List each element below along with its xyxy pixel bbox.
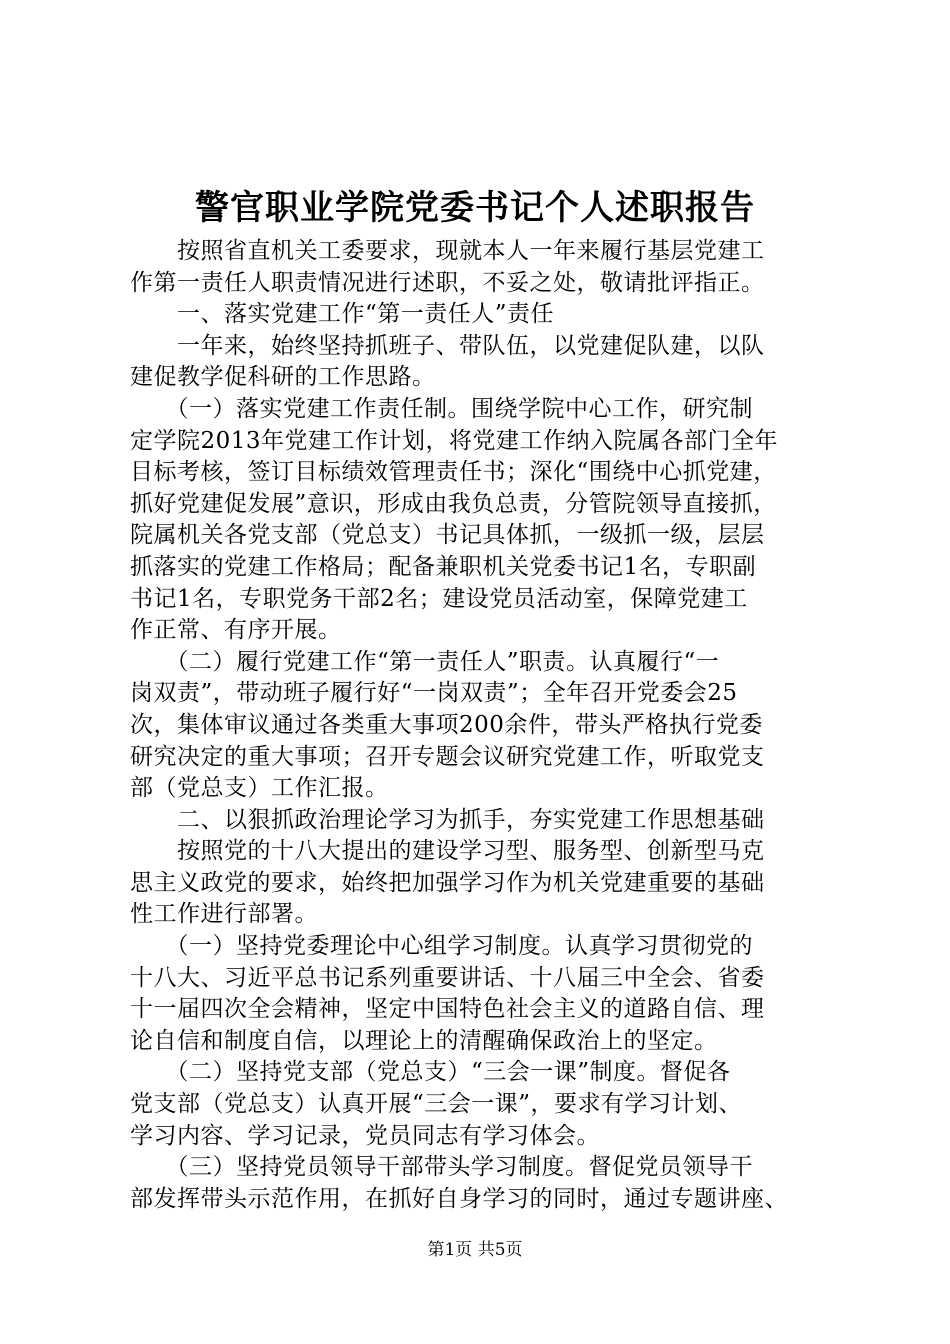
- body-line: 次，集体审议通过各类重大事项200余件，带头严格执行党委: [130, 711, 763, 738]
- body-line: 抓好党建促发展”意识，形成由我负总责，分管院领导直接抓，: [130, 490, 777, 517]
- body-line: （一）落实党建工作责任制。围绕学院中心工作，研究制: [130, 395, 753, 422]
- body-line: （一）坚持党委理论中心组学习制度。认真学习贯彻党的: [130, 933, 753, 960]
- body-line: 论自信和制度自信，以理论上的清醒确保政治上的坚定。: [130, 1027, 718, 1054]
- body-line: 二、以狠抓政治理论学习为抓手，夯实党建工作思想基础: [130, 806, 765, 833]
- body-line: 研究决定的重大事项；召开专题会议研究党建工作，听取党支: [130, 743, 765, 770]
- body-line: 部发挥带头示范作用，在抓好自身学习的同时，通过专题讲座、: [130, 1185, 788, 1212]
- body-line: 一年来，始终坚持抓班子、带队伍，以党建促队建，以队: [130, 332, 765, 359]
- body-line: 作第一责任人职责情况进行述职，不妥之处，敬请批评指正。: [130, 269, 765, 296]
- body-line: 党支部（党总支）认真开展“三会一课”，要求有学习计划、: [130, 1091, 743, 1118]
- body-line: 目标考核，签订目标绩效管理责任书；深化“围绕中心抓党建，: [130, 459, 777, 486]
- body-line: 性工作进行部署。: [130, 901, 318, 928]
- body-line: 按照党的十八大提出的建设学习型、服务型、创新型马克: [130, 838, 765, 865]
- page-footer: 第1页 共5页: [427, 1240, 523, 1260]
- body-line: （二）履行党建工作“第一责任人”职责。认真履行“一: [130, 648, 720, 675]
- body-line: 作正常、有序开展。: [130, 617, 342, 644]
- body-line: 思主义政党的要求，始终把加强学习作为机关党建重要的基础: [130, 869, 765, 896]
- body-line: 学习内容、学习记录，党员同志有学习体会。: [130, 1122, 600, 1149]
- body-line: 一、落实党建工作“第一责任人”责任: [130, 301, 555, 328]
- document-body: [130, 236, 830, 1215]
- body-line: （三）坚持党员领导干部带头学习制度。督促党员领导干: [130, 1154, 753, 1181]
- body-line: 定学院2013年党建工作计划，将党建工作纳入院属各部门全年: [130, 427, 779, 454]
- body-line: 院属机关各党支部（党总支）书记具体抓，一级抓一级，层层: [130, 522, 765, 549]
- body-line: 抓落实的党建工作格局；配备兼职机关党委书记1名，专职副: [130, 553, 757, 580]
- body-line: 建促教学促科研的工作思路。: [130, 364, 436, 391]
- body-line: 按照省直机关工委要求，现就本人一年来履行基层党建工: [130, 238, 765, 264]
- body-line: 十八大、习近平总书记系列重要讲话、十八届三中全会、省委: [130, 964, 765, 991]
- body-line: 岗双责”，带动班子履行好“一岗双责”；全年召开党委会25: [130, 680, 738, 707]
- document-title: 警官职业学院党委书记个人述职报告: [195, 188, 755, 228]
- body-line: 部（党总支）工作汇报。: [130, 775, 389, 802]
- body-line: 十一届四次全会精神，坚定中国特色社会主义的道路自信、理: [130, 996, 765, 1023]
- body-line: 书记1名，专职党务干部2名；建设党员活动室，保障党建工: [130, 585, 748, 612]
- body-line: （二）坚持党支部（党总支）“三会一课”制度。督促各: [130, 1059, 731, 1086]
